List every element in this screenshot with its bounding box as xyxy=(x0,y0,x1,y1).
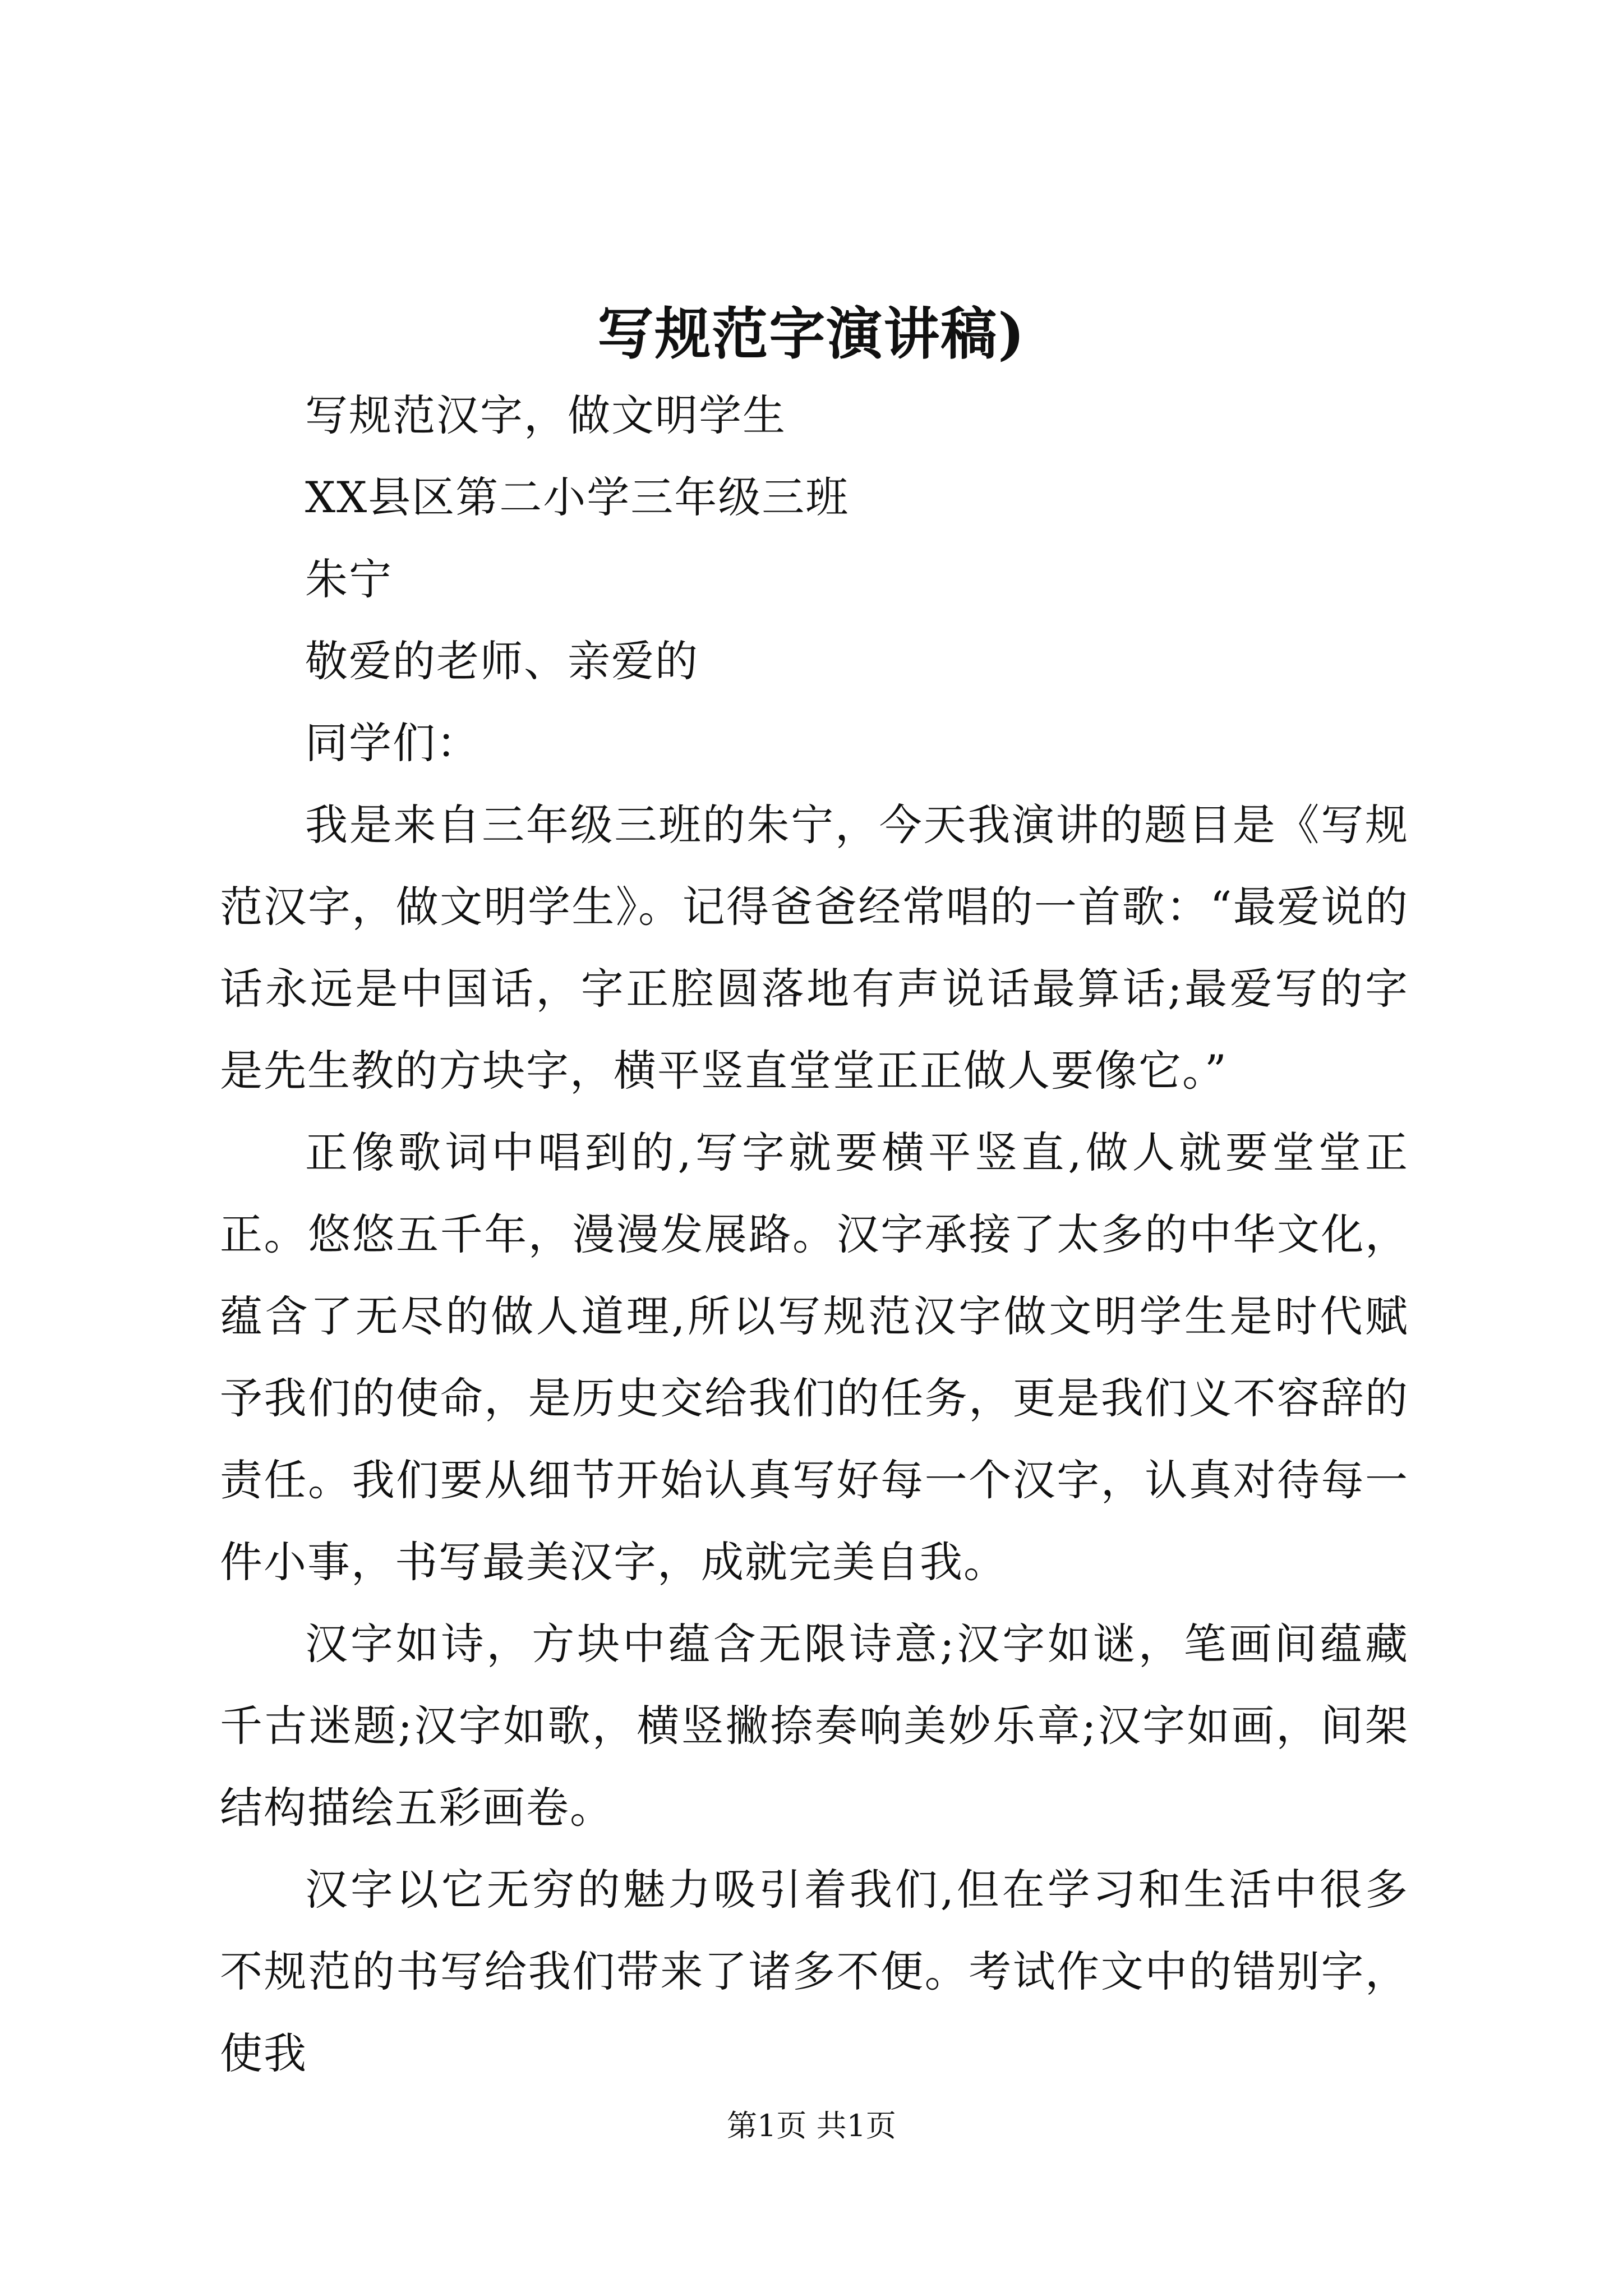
paragraph-1: 我是来自三年级三班的朱宁，今天我演讲的题目是《写规范汉字，做文明学生》。记得爸爸经常唱的一首歌：“最爱说的话永远是中国话，字正腔圆落地有声说话最算话;最爱写的字是先生教的方块字，横平竖直堂堂正正做人要像它。” xyxy=(220,800,1409,1096)
paragraph-2: 正像歌词中唱到的,写字就要横平竖直,做人就要堂堂正正。悠悠五千年，漫漫发展路。汉字承接了太多的中华文化，蕴含了无尽的做人道理,所以写规范汉字做文明学生是时代赋予我们的使命，是历史交给我们的任务，更是我们义不容辞的责任。我们要从细节开始认真写好每一个汉字，认真对待每一件小事，书写最美汉字，成就完美自我。 xyxy=(220,1128,1409,1587)
salutation-line-1: 敬爱的老师、亲爱的 xyxy=(305,636,699,686)
paragraph-4: 汉字以它无穷的魅力吸引着我们,但在学习和生活中很多不规范的书写给我们带来了诸多不便。考试作文中的错别字，使我 xyxy=(220,1865,1409,2078)
speaker-name: 朱宁 xyxy=(305,554,393,604)
page-footer: 第1页 共1页 xyxy=(727,2108,896,2143)
speech-subtitle: 写规范汉字，做文明学生 xyxy=(305,390,786,440)
page-title: 写规范字演讲稿) xyxy=(597,301,1026,367)
salutation-line-2: 同学们： xyxy=(305,718,480,768)
paragraph-3: 汉字如诗，方块中蕴含无限诗意;汉字如谜，笔画间蕴藏千古迷题;汉字如歌，横竖撇捺奏响美妙乐章;汉字如画，间架结构描绘五彩画卷。 xyxy=(220,1619,1409,1833)
school-class: XX县区第二小学三年级三班 xyxy=(305,472,850,522)
document-body xyxy=(220,375,1409,2095)
